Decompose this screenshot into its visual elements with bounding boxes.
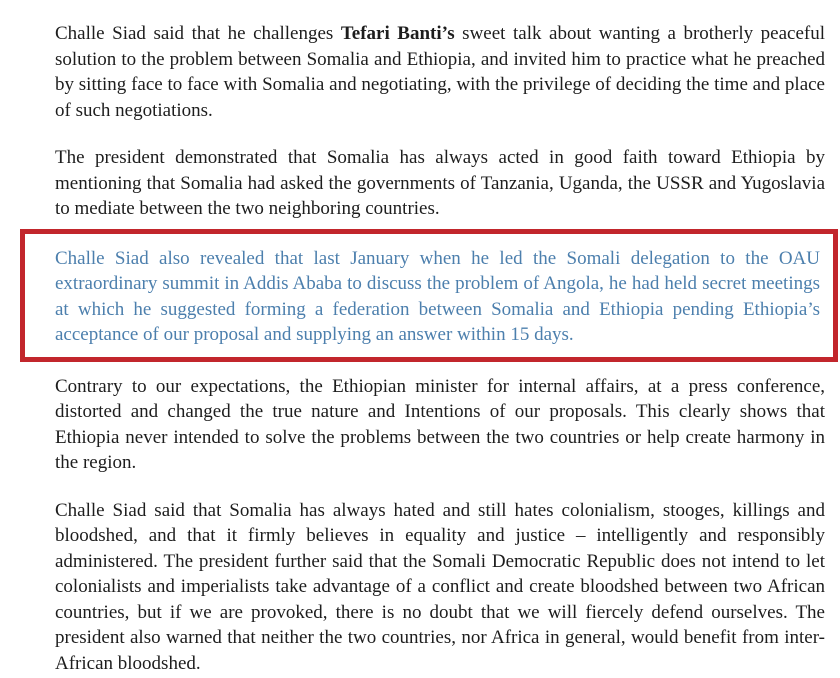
paragraph-4: Contrary to our expectations, the Ethiopian minister for internal affairs, at a press conference, distorted and changed the true nature and Intentions of our proposals. This clearly shows that Ethiopia never intended to solve the problems between the two countries or help create harmony in the region. [55, 375, 825, 473]
paragraph-1 [55, 21, 825, 123]
paragraph-1-bold-name: Tefari Banti’s [340, 23, 455, 44]
paragraph-2: The president demonstrated that Somalia has always acted in good faith toward Ethiopia by mentioning that Somalia had asked the governments of Tanzania, Uganda, the USSR and Yugoslavia to mediate between the two neighboring countries. [55, 147, 825, 219]
paragraph-1-text-after: sweet talk about wanting a brotherly peaceful solution to the problem between Somalia and Ethiopia, and invited him to practice what he preached by sitting face to face with Somalia and negotiating, with the privilege of deciding the time and place of such negotiations. [55, 23, 826, 121]
paragraph-1-text-before: Challe Siad said that he challenges [55, 23, 341, 44]
paragraph-5: Challe Siad said that Somalia has always hated and still hates colonialism, stooges, killings and bloodshed, and that it firmly believes in equality and justice – intelligently and responsibly administered. The president further said that the Somali Democratic Republic does not intend to let colonialists and imperialists take advantage of a conflict and create bloodshed between two African countries, but if we are provoked, there is no doubt that we will fiercely defend ourselves. The president also warned that neither the two countries, nor Africa in general, would benefit from inter-African bloodshed. [55, 499, 825, 674]
highlighted-passage-box [20, 229, 838, 362]
highlighted-paragraph: Challe Siad also revealed that last January when he led the Somali delegation to the OAU extraordinary summit in Addis Ababa to discuss the problem of Angola, he had held secret meetings at which he suggested forming a federation between Somalia and Ethiopia pending Ethiopia’s acceptance of our proposal and supplying an answer within 15 days. [55, 247, 820, 345]
